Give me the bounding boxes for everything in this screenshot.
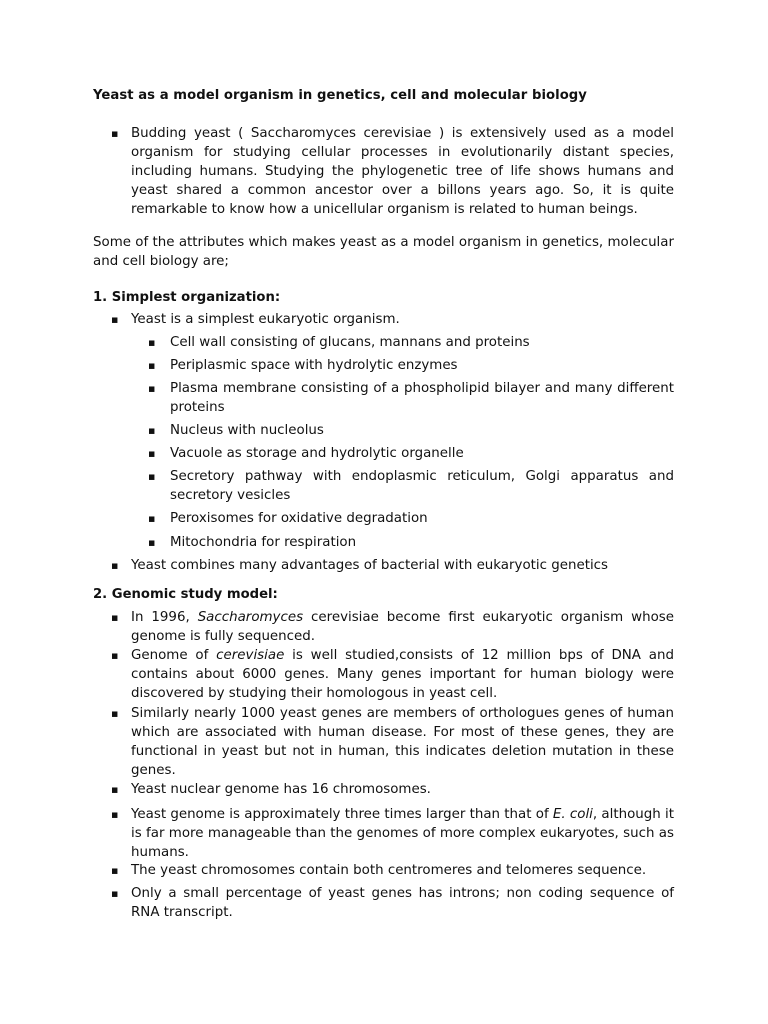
section2-bullet2 xyxy=(131,646,674,703)
section2-heading: 2. Genomic study model: xyxy=(93,587,278,602)
sub-item-plasma-membrane: Plasma membrane consisting of a phospholipid bilayer and many different proteins xyxy=(170,381,674,415)
bullet-icon: ▪ xyxy=(148,536,156,549)
section2-bullet6: The yeast chromosomes contain both centromeres and telomeres sequence. xyxy=(131,863,647,878)
bullet-icon: ▪ xyxy=(111,864,119,877)
bullet-icon: ▪ xyxy=(148,336,156,349)
sub-item-vacuole: Vacuole as storage and hydrolytic organelle xyxy=(170,446,464,461)
b5-post: , although it is far more manageable than the genomes of more complex eukaryotes, such as humans. xyxy=(131,807,674,860)
bullet-icon: ▪ xyxy=(148,424,156,437)
b2-post: is well studied,consists of 12 million bps of DNA and contains about 6000 genes. Many genes important for human biology were discovered by studying their homologous in yeast cell. xyxy=(131,648,674,701)
bullet-icon: ▪ xyxy=(148,512,156,525)
section2-bullet1 xyxy=(131,608,674,646)
bullet-icon: ▪ xyxy=(148,359,156,372)
b1-post: cerevisiae become first eukaryotic organism whose genome is fully sequenced. xyxy=(131,610,674,644)
b5-italic: E. coli xyxy=(552,807,593,822)
section1-bullet2: Yeast combines many advantages of bacterial with eukaryotic genetics xyxy=(131,558,609,573)
bullet-icon: ▪ xyxy=(111,559,119,572)
attributes-paragraph: Some of the attributes which makes yeast as a model organism in genetics, molecular and cell biology are; xyxy=(93,235,674,269)
sub-item-periplasmic: Periplasmic space with hydrolytic enzymes xyxy=(170,358,458,373)
b5-pre: Yeast genome is approximately three times larger than that of xyxy=(131,807,553,822)
bullet-icon: ▪ xyxy=(111,649,119,662)
section2-bullet7: Only a small percentage of yeast genes has introns; non coding sequence of RNA transcript. xyxy=(131,886,674,920)
section1-bullet1: Yeast is a simplest eukaryotic organism. xyxy=(131,312,400,327)
bullet-icon: ▪ xyxy=(111,127,119,140)
sub-item-secretory: Secretory pathway with endoplasmic reticulum, Golgi apparatus and secretory vesicles xyxy=(170,469,674,503)
b2-pre: Genome of xyxy=(131,648,217,663)
bullet-icon: ▪ xyxy=(111,808,119,821)
bullet-icon: ▪ xyxy=(111,887,119,900)
sub-item-cell-wall: Cell wall consisting of glucans, mannans and proteins xyxy=(170,335,530,350)
sub-item-mitochondria: Mitochondria for respiration xyxy=(170,535,357,550)
bullet-icon: ▪ xyxy=(111,611,119,624)
sub-item-nucleus: Nucleus with nucleolus xyxy=(170,423,324,438)
bullet-icon: ▪ xyxy=(148,447,156,460)
b2-italic: cerevisiae xyxy=(216,648,285,663)
bullet-icon: ▪ xyxy=(148,382,156,395)
section2-bullet4: Yeast nuclear genome has 16 chromosomes. xyxy=(131,782,431,797)
bullet-icon: ▪ xyxy=(111,707,119,720)
bullet-icon: ▪ xyxy=(111,783,119,796)
intro-paragraph xyxy=(131,124,674,219)
bullet-icon: ▪ xyxy=(111,313,119,326)
sub-item-peroxisomes: Peroxisomes for oxidative degradation xyxy=(170,511,428,526)
section1-heading: 1. Simplest organization: xyxy=(93,290,281,305)
b1-pre: In 1996, xyxy=(131,610,198,625)
section2-bullet5 xyxy=(131,805,674,862)
bullet-icon: ▪ xyxy=(148,470,156,483)
b1-italic: Saccharomyces xyxy=(197,610,304,625)
page-title: Yeast as a model organism in genetics, cell and molecular biology xyxy=(93,88,587,103)
intro-text: Budding yeast ( Saccharomyces cerevisiae ) is extensively used as a model organism for studying cellular processes in evolutionarily distant species, including humans. Studying the phylogenetic tree of life shows humans and yeast shared a common ancestor over a billons years ago. So, it is quite remarkable to know how a unicellular organism is related to human beings. xyxy=(131,126,674,217)
section2-bullet3: Similarly nearly 1000 yeast genes are members of orthologues genes of human which are associated with human disease. For most of these genes, they are functional in yeast but not in human, this indicates deletion mutation in these genes. xyxy=(131,706,674,778)
